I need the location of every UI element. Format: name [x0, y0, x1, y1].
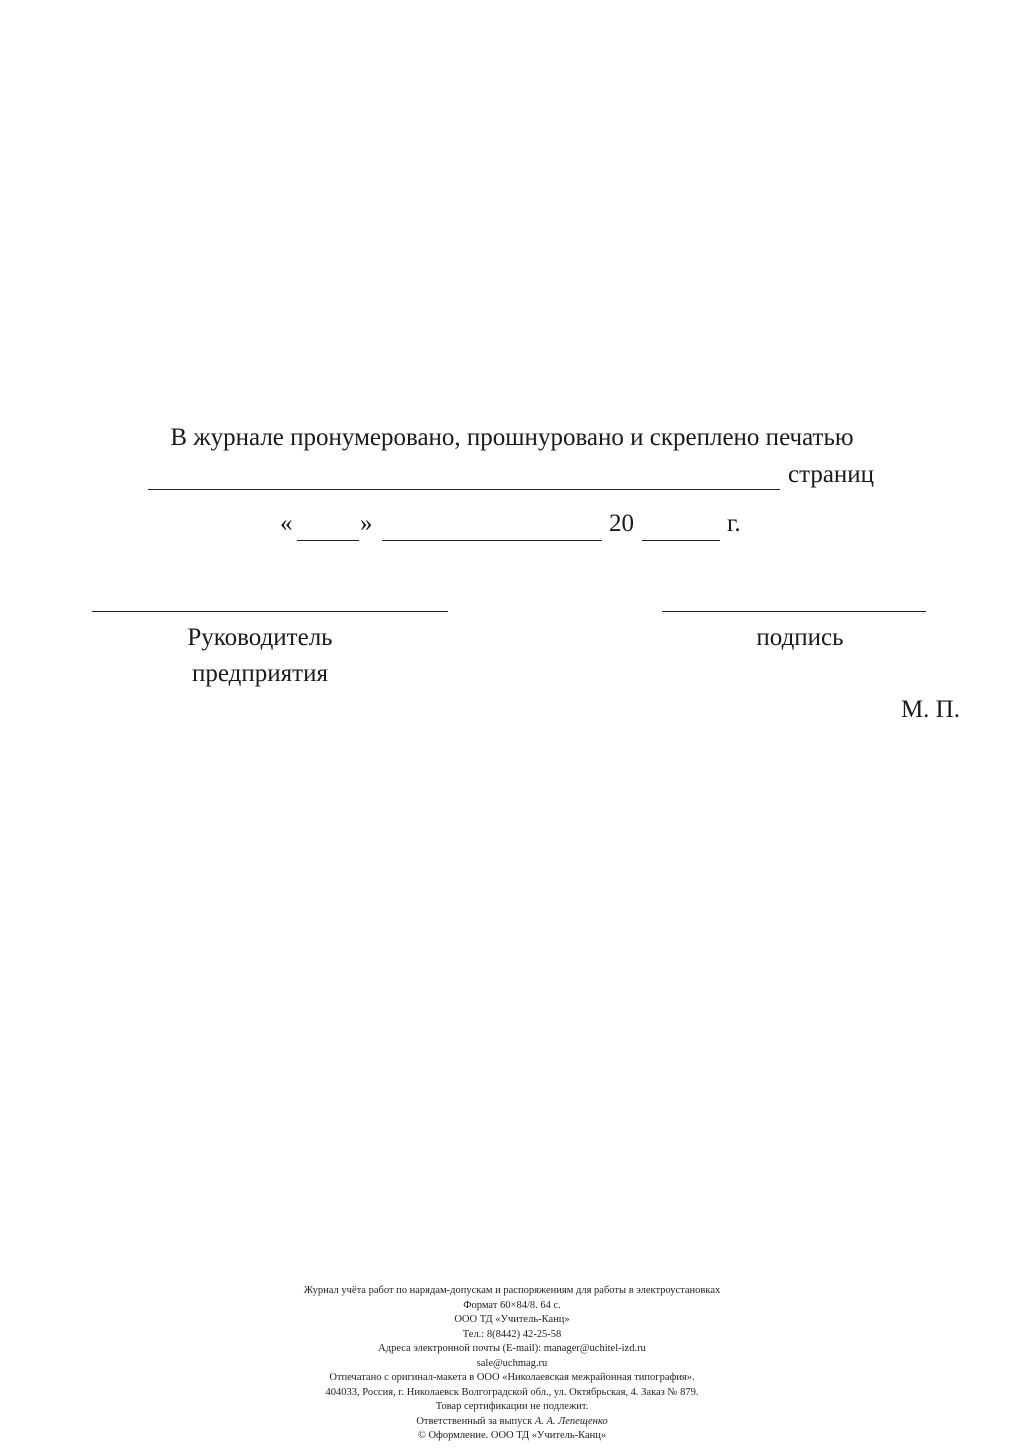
date-row: [0, 510, 1024, 546]
publisher-imprint: [0, 1284, 1024, 1444]
day-blank-line[interactable]: [297, 540, 359, 541]
page-count-row: [148, 461, 888, 495]
imprint-format: Формат 60×84/8. 64 с.: [463, 1299, 561, 1311]
signature-line[interactable]: [662, 611, 926, 612]
year-suffix: г.: [727, 510, 741, 537]
imprint-email: Адреса электронной почты (E-mail): manager@uchitel-izd.ru: [378, 1343, 646, 1354]
imprint-email-2: sale@uchmag.ru: [476, 1357, 548, 1369]
imprint-phone: Тел.: 8(8442) 42-25-58: [462, 1328, 562, 1340]
date-open-quote: «: [280, 510, 293, 537]
imprint-responsible-name: А. А. Лепещенко: [534, 1415, 608, 1427]
pages-word: страниц: [788, 461, 875, 488]
imprint-printer: Отпечатано с оригинал-макета в ООО «Николаевская межрайонная типография».: [329, 1372, 695, 1383]
imprint-certification: Товар сертификации не подлежит.: [435, 1401, 589, 1412]
date-close-quote: »: [360, 510, 373, 537]
manager-signature-line[interactable]: [92, 611, 448, 612]
imprint-responsible: [0, 1415, 1024, 1430]
seal-placeholder-label: М. П.: [900, 696, 960, 723]
imprint-responsible-prefix: Ответственный за выпуск: [416, 1415, 535, 1427]
imprint-publisher: ООО ТД «Учитель-Канц»: [454, 1314, 570, 1325]
manager-label-line2: предприятия: [192, 660, 328, 687]
manager-label-line1: Руководитель: [187, 624, 333, 651]
page-count-blank-line[interactable]: [148, 489, 780, 490]
imprint-copyright: © Оформление. ООО ТД «Учитель-Канц»: [417, 1430, 607, 1441]
imprint-title: Журнал учёта работ по нарядам-допускам и распоряжениям для работы в электроустановках: [303, 1285, 721, 1296]
year-blank-line[interactable]: [642, 540, 720, 541]
year-prefix: 20: [609, 510, 634, 537]
imprint-address: 404033, Россия, г. Николаевск Волгоградской обл., ул. Октябрьская, 4. Заказ № 879.: [325, 1386, 699, 1398]
signature-label: подпись: [756, 624, 844, 651]
month-blank-line[interactable]: [382, 540, 602, 541]
manager-label: [130, 620, 390, 692]
page-count-statement: В журнале пронумеровано, прошнуровано и скреплено печатью: [170, 424, 854, 451]
